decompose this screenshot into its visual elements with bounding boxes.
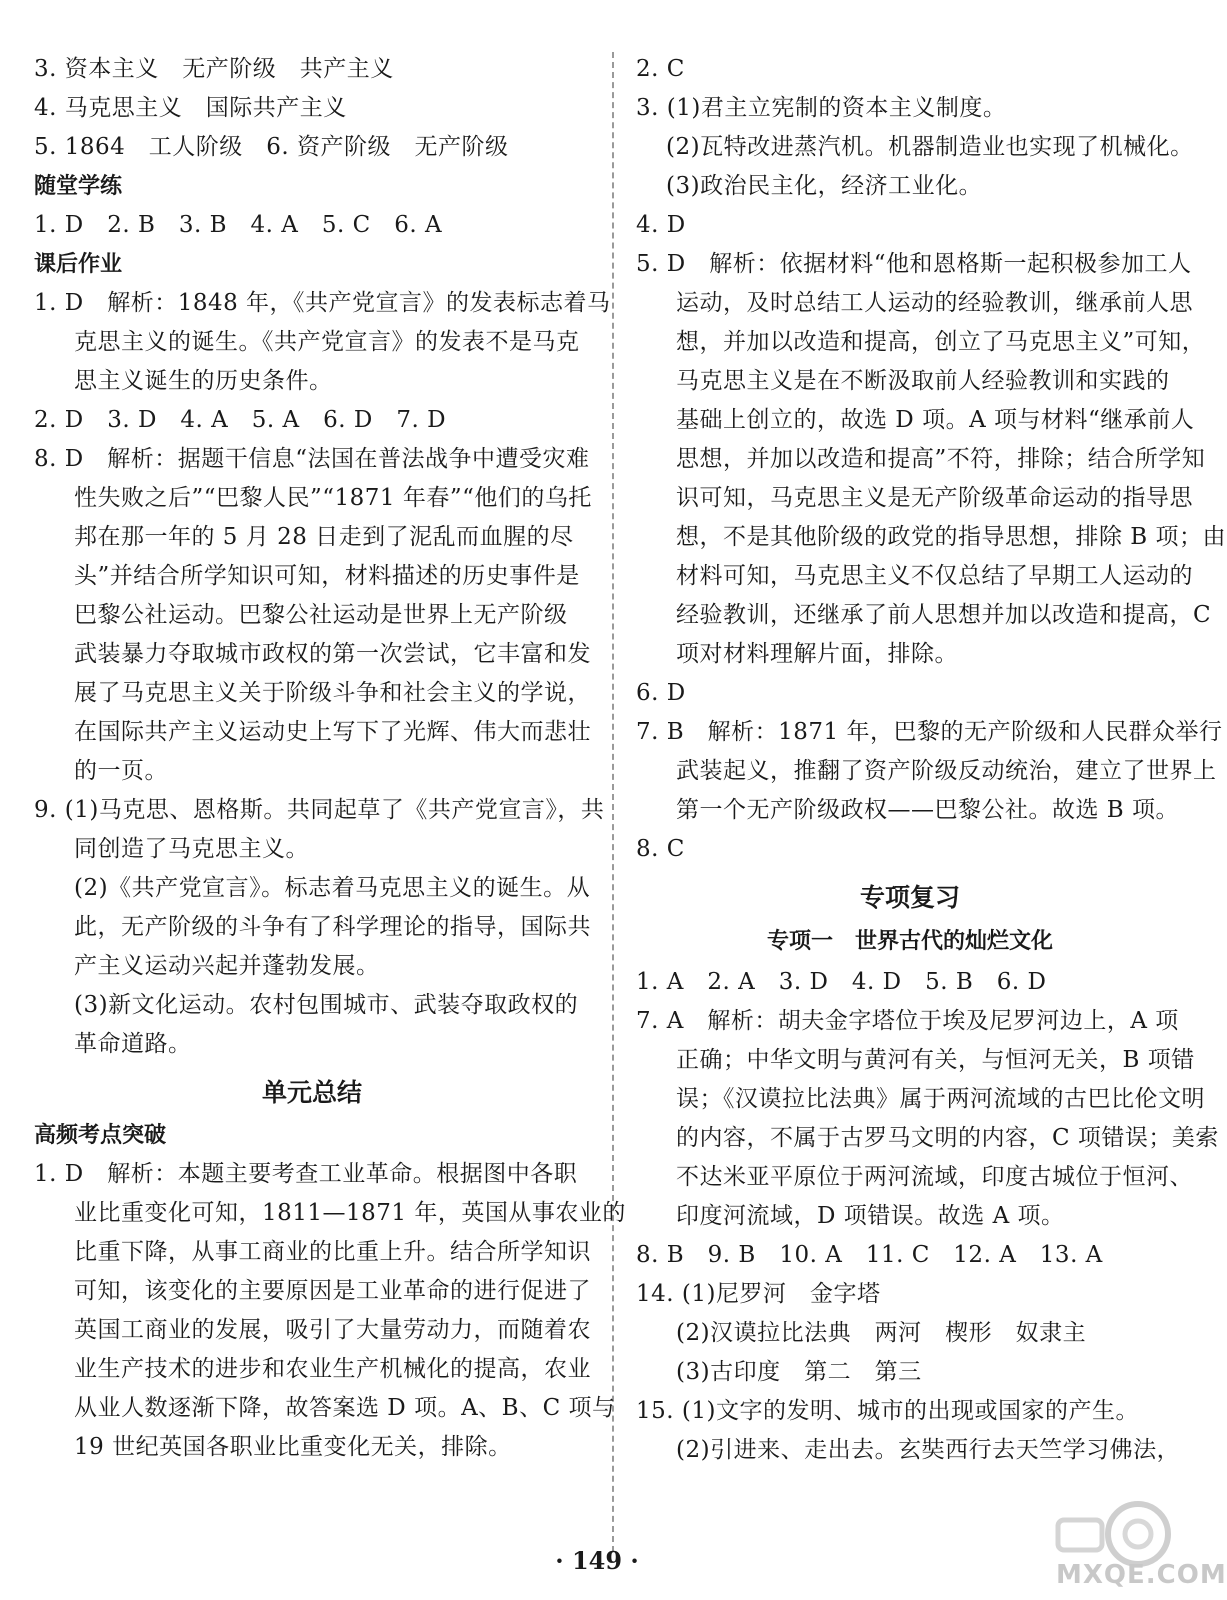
- watermark-text: MXQE.COM: [1056, 1560, 1227, 1590]
- answer-line: 14. (1)尼罗河 金字塔: [636, 1281, 881, 1307]
- answer-line: 革命道路。: [74, 1031, 192, 1057]
- answer-line: 项对材料理解片面，排除。: [676, 641, 958, 667]
- answer-line: 6. D: [636, 680, 686, 706]
- answer-line: 比重下降，从事工商业的比重上升。结合所学知识: [74, 1239, 591, 1265]
- answer-line: 5. D 解析：依据材料“他和恩格斯一起积极参加工人: [636, 251, 1192, 277]
- answer-line: (2)引进来、走出去。玄奘西行去天竺学习佛法，: [676, 1437, 1181, 1463]
- answer-line: 3. (1)君主立宪制的资本主义制度。: [636, 95, 1007, 121]
- left-column: [34, 50, 626, 1467]
- answer-line: 同创造了马克思主义。: [74, 836, 309, 862]
- answer-line: 15. (1)文字的发明、城市的出现或国家的产生。: [636, 1398, 1139, 1424]
- answer-line: 3. 资本主义 无产阶级 共产主义: [34, 56, 394, 82]
- answer-line: 2. C: [636, 56, 685, 82]
- special-review-title: 专项复习: [859, 883, 960, 912]
- answer-line: 英国工商业的发展，吸引了大量劳动力，而随着农: [74, 1317, 591, 1343]
- answer-line: 7. A 解析：胡夫金字塔位于埃及尼罗河边上，A 项: [636, 1008, 1179, 1034]
- answer-line: 业比重变化可知，1811—1871 年，英国从事农业的: [74, 1200, 626, 1226]
- answer-line: 7. B 解析：1871 年，巴黎的无产阶级和人民群众举行: [636, 719, 1223, 745]
- answer-line: 经验教训，还继承了前人思想并加以改造和提高，C: [676, 602, 1212, 628]
- answer-line: 基础上创立的，故选 D 项。A 项与材料“继承前人: [676, 407, 1195, 433]
- answer-line: (3)政治民主化，经济工业化。: [666, 173, 983, 199]
- answer-line: 1. D 2. B 3. B 4. A 5. C 6. A: [34, 212, 443, 238]
- answer-line: 材料可知，马克思主义不仅总结了早期工人运动的: [676, 563, 1193, 589]
- answer-line: 8. C: [636, 836, 685, 862]
- answer-line: 马克思主义是在不断汲取前人经验教训和实践的: [676, 368, 1170, 394]
- answer-line: 武装起义，推翻了资产阶级反动统治，建立了世界上: [676, 758, 1217, 784]
- answer-line: 展了马克思主义关于阶级斗争和社会主义的学说，: [74, 680, 591, 706]
- unit-summary-title: 单元总结: [261, 1078, 362, 1107]
- answer-line: 可知，该变化的主要原因是工业革命的进行促进了: [74, 1278, 591, 1304]
- answer-line: 8. B 9. B 10. A 11. C 12. A 13. A: [636, 1242, 1103, 1268]
- right-column: [636, 50, 1227, 1470]
- answer-line: (3)古印度 第二 第三: [676, 1359, 922, 1385]
- section-heading: 课后作业: [34, 252, 123, 277]
- answer-line: 此，无产阶级的斗争有了科学理论的指导，国际共: [74, 914, 591, 940]
- answer-line: (2)瓦特改进蒸汽机。机器制造业也实现了机械化。: [666, 134, 1194, 160]
- answer-line: 头”并结合所学知识可知，材料描述的历史事件是: [74, 563, 580, 589]
- answer-line: 5. 1864 工人阶级 6. 资产阶级 无产阶级: [34, 134, 509, 160]
- answer-line: 思想，并加以改造和提高”不符，排除；结合所学知: [676, 446, 1206, 472]
- answer-line: 1. D 解析：本题主要考查工业革命。根据图中各职: [34, 1161, 578, 1187]
- answer-line: 的一页。: [74, 758, 168, 784]
- topic-one-title: 专项一 世界古代的灿烂文化: [766, 929, 1053, 954]
- answer-line: 识可知，马克思主义是无产阶级革命运动的指导思: [676, 485, 1193, 511]
- page-number: · 149 ·: [555, 1546, 639, 1575]
- column-divider: [612, 52, 614, 1552]
- answer-line: (3)新文化运动。农村包围城市、武装夺取政权的: [74, 992, 579, 1018]
- answer-line: 运动，及时总结工人运动的经验教训，继承前人思: [676, 290, 1193, 316]
- answer-line: 不达米亚平原位于两河流域，印度古城位于恒河、: [676, 1164, 1193, 1190]
- answer-line: 9. (1)马克思、恩格斯。共同起草了《共产党宣言》，共: [34, 797, 605, 823]
- answer-line: 克思主义的诞生。《共产党宣言》的发表不是马克: [74, 329, 580, 355]
- answer-line: 武装暴力夺取城市政权的第一次尝试，它丰富和发: [74, 641, 591, 667]
- answer-line: 2. D 3. D 4. A 5. A 6. D 7. D: [34, 407, 447, 433]
- section-heading: 随堂学练: [34, 174, 123, 199]
- answer-line: 8. D 解析：据题干信息“法国在普法战争中遭受灾难: [34, 446, 590, 472]
- answer-line: 从业人数逐渐下降，故答案选 D 项。A、B、C 项与: [74, 1395, 616, 1421]
- answer-line: 第一个无产阶级政权——巴黎公社。故选 B 项。: [676, 797, 1180, 823]
- answer-line: (2)《共产党宣言》。标志着马克思主义的诞生。从: [74, 875, 591, 901]
- answer-line: 的内容，不属于古罗马文明的内容，C 项错误；美索: [676, 1125, 1219, 1151]
- answer-line: 1. A 2. A 3. D 4. D 5. B 6. D: [636, 969, 1047, 995]
- answer-line: 想，并加以改造和提高，创立了马克思主义”可知，: [676, 329, 1206, 355]
- answer-line: 19 世纪英国各职业比重变化无关，排除。: [74, 1434, 512, 1460]
- answer-line: 4. 马克思主义 国际共产主义: [34, 95, 347, 121]
- answer-line: 想，不是其他阶级的政党的指导思想，排除 B 项；由: [676, 524, 1227, 550]
- answer-line: 邦在那一年的 5 月 28 日走到了泥乱而血腥的尽: [74, 524, 574, 550]
- answer-line: 巴黎公社运动。巴黎公社运动是世界上无产阶级: [74, 602, 568, 628]
- answer-line: (2)汉谟拉比法典 两河 楔形 奴隶主: [676, 1320, 1087, 1346]
- answer-line: 1. D 解析：1848 年，《共产党宣言》的发表标志着马: [34, 290, 611, 316]
- answer-line: 误；《汉谟拉比法典》属于两河流域的古巴比伦文明: [676, 1086, 1205, 1112]
- section-heading: 高频考点突破: [34, 1123, 167, 1148]
- answer-line: 思主义诞生的历史条件。: [74, 368, 333, 394]
- answer-line: 在国际共产主义运动史上写下了光辉、伟大而悲壮: [74, 719, 591, 745]
- answer-line: 正确；中华文明与黄河有关，与恒河无关，B 项错: [676, 1047, 1195, 1073]
- answer-line: 4. D: [636, 212, 686, 238]
- answer-line: 业生产技术的进步和农业生产机械化的提高，农业: [74, 1356, 591, 1382]
- answer-line: 性失败之后”“巴黎人民”“1871 年春”“他们的乌托: [74, 485, 592, 511]
- answer-line: 印度河流域，D 项错误。故选 A 项。: [676, 1203, 1065, 1229]
- answer-line: 产主义运动兴起并蓬勃发展。: [74, 953, 380, 979]
